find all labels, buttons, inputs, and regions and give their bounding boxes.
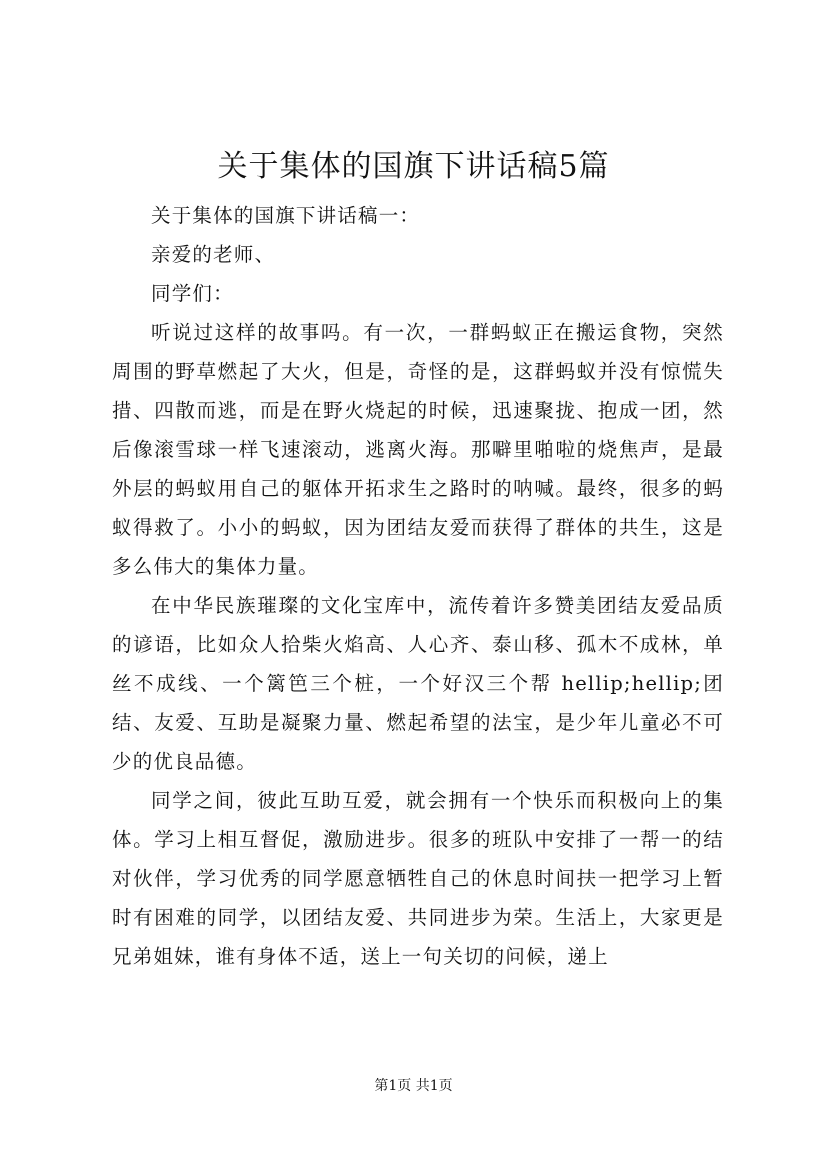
paragraph-ant-story: 听说过这样的故事吗。有一次，一群蚂蚁正在搬运食物，突然周围的野草燃起了大火，但是，奇怪的是，这群蚂蚁并没有惊慌失措、四散而逃，而是在野火烧起的时候，迅速聚拢、抱成一团，然后像滚雪球一样飞速滚动，逃离火海。那噼里啪啦的烧焦声，是最外层的蚂蚁用自己的躯体开拓求生之路时的呐喊。最终，很多的蚂蚁得救了。小小的蚂蚁，因为团结友爱而获得了群体的共生，这是多么伟大的集体力量。 xyxy=(112,321,724,578)
page-footer: 第1页 共1页 xyxy=(374,1078,453,1094)
paragraph-classmates: 同学之间，彼此互助互爱，就会拥有一个快乐而积极向上的集体。学习上相互督促，激励进步。很多的班队中安排了一帮一的结对伙伴，学习优秀的同学愿意牺牲自己的休息时间扶一把学习上暂时有困难的同学，以团结友爱、共同进步为荣。生活上，大家更是兄弟姐妹，谁有身体不适，送上一句关切的问候，递上 xyxy=(112,789,724,968)
paragraph-salutation-students: 同学们： xyxy=(151,282,234,305)
paragraph-salutation-teachers: 亲爱的老师、 xyxy=(151,243,276,266)
paragraph-proverbs: 在中华民族璀璨的文化宝库中，流传着许多赞美团结友爱品质的谚语，比如众人拾柴火焰高、人心齐、泰山移、孤木不成林，单丝不成线、一个篱笆三个桩，一个好汉三个帮 hellip;hellip;团结、友爱、互助是凝聚力量、燃起希望的法宝，是少年儿童必不可少的优良品德。 xyxy=(112,594,724,773)
document-title: 关于集体的国旗下讲话稿5篇 xyxy=(217,149,610,184)
paragraph-heading: 关于集体的国旗下讲话稿一： xyxy=(151,204,421,227)
document-body xyxy=(112,196,724,976)
